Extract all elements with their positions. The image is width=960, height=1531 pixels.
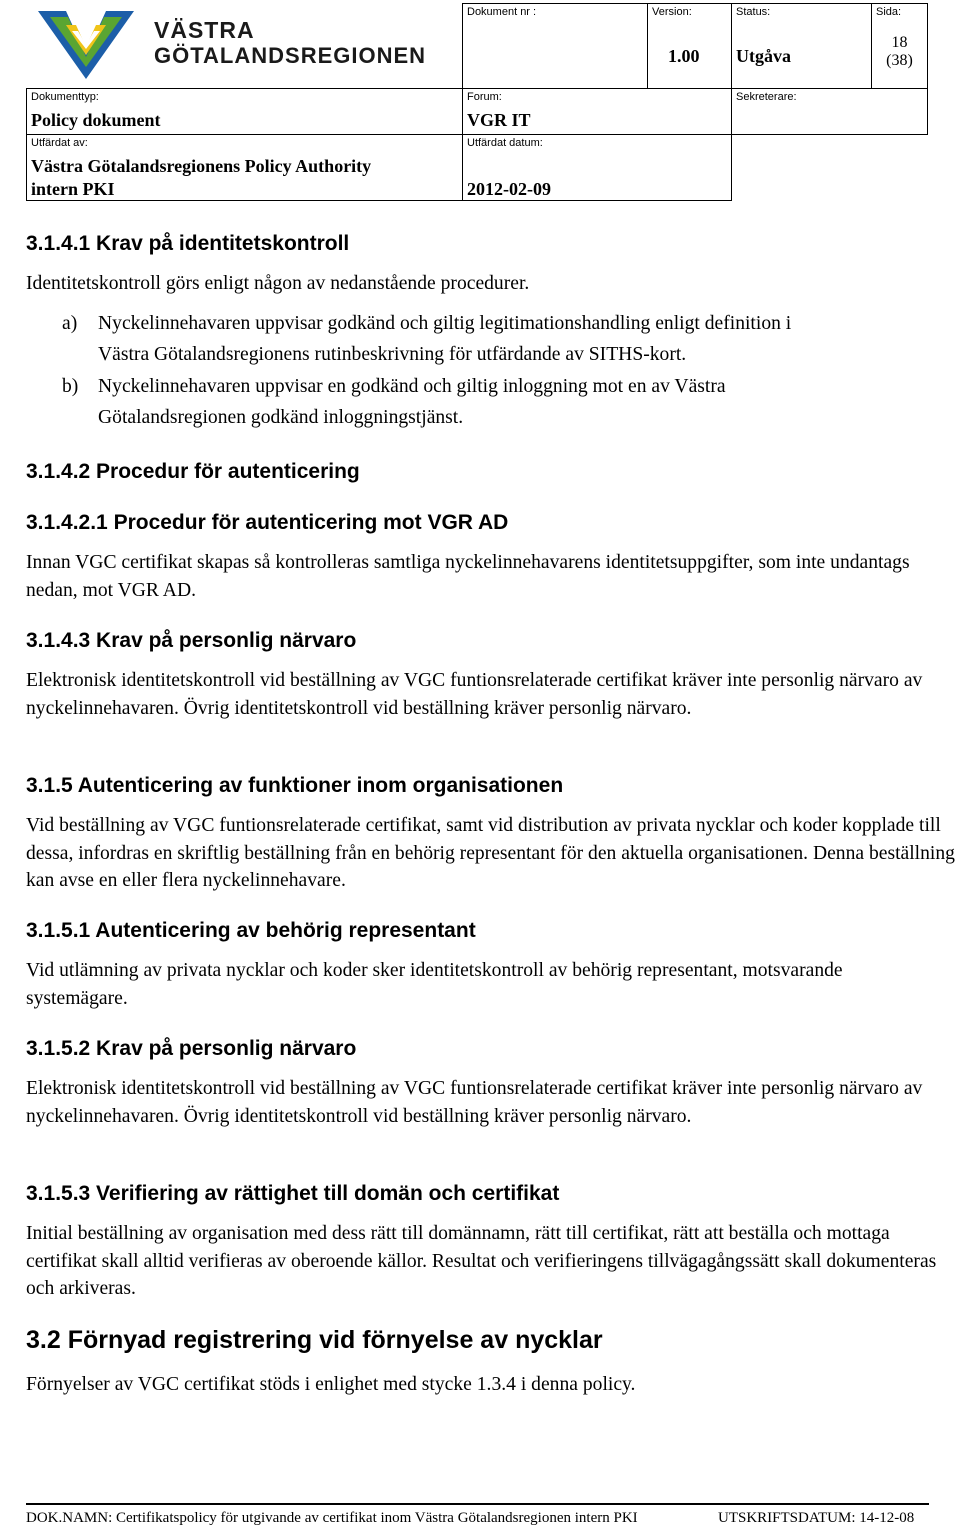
paragraph-3-1-5: Vid beställning av VGC funtionsrelaterade certifikat, samt vid distribution av privata nycklar och koder kopplade till dessa, infordras en skriftlig beställning från en behörig representant för den aktuella organisationen. Denna beställning kan avse en eller flera nyckelinnehavare. — [26, 815, 955, 891]
version-label: Version: — [652, 6, 692, 18]
footer-docname: DOK.NAMN: Certifikatspolicy för utgivande av certifikat inom Västra Götalandsregionen intern PKI — [26, 1510, 638, 1526]
heading-3-1-5-3: 3.1.5.3 Verifiering av rättighet till domän och certifikat — [26, 1182, 560, 1205]
issued-by-label: Utfärdat av: — [31, 137, 88, 149]
vgr-emblem-icon — [36, 7, 136, 81]
issued-date-label: Utfärdat datum: — [467, 137, 543, 149]
heading-3-2: 3.2 Förnyad registrering vid förnyelse av nycklar — [26, 1326, 603, 1354]
secretary-label: Sekreterare: — [736, 91, 797, 103]
forum-label: Forum: — [467, 91, 502, 103]
heading-3-1-5-1: 3.1.5.1 Autenticering av behörig representant — [26, 919, 476, 942]
doc-nr-label: Dokument nr : — [467, 6, 537, 18]
issued-by-cell — [26, 134, 463, 201]
doctype-cell — [26, 88, 463, 135]
list-marker: b) — [62, 376, 79, 397]
paragraph-3-1-5-3: Initial beställning av organisation med dess rätt till domännamn, rätt till certifikat, rätt att beställa och mottaga certifikat skall alltid verifieras av oberoende källor. Resultat och verifieringens tillvägagångssätt skall dokumenteras och arkiveras. — [26, 1223, 937, 1299]
paragraph-3-1-4-3: Elektronisk identitetskontroll vid beställning av VGC funtionsrelaterade certifikat kräver inte personlig närvaro av nyckelinnehavaren. Övrig identitetskontroll vid beställning kräver personlig närvaro. — [26, 670, 923, 719]
list-item-line: Västra Götalandsregionens rutinbeskrivning för utfärdande av SITHS-kort. — [98, 344, 687, 365]
secretary-cell — [731, 88, 928, 135]
page-value: 18 — [891, 34, 908, 51]
issued-date-value: 2012-02-09 — [467, 179, 551, 199]
version-value: 1.00 — [668, 46, 700, 66]
version-cell — [647, 3, 732, 89]
logo-line-2: GÖTALANDSREGIONEN — [154, 43, 427, 68]
forum-cell — [462, 88, 732, 135]
list-item — [62, 371, 952, 433]
footer-printdate: UTSKRIFTSDATUM: 14-12-08 — [718, 1510, 915, 1526]
doctype-label: Dokumenttyp: — [31, 91, 99, 103]
page-label: Sida: — [876, 6, 902, 18]
paragraph-3-1-5-2: Elektronisk identitetskontroll vid beställning av VGC funtionsrelaterade certifikat kräver inte personlig närvaro av nyckelinnehavaren. Övrig identitetskontroll vid beställning kräver personlig närvaro. — [26, 1078, 923, 1127]
document-header — [26, 3, 928, 201]
doctype-value: Policy dokument — [31, 110, 161, 130]
vgr-logo — [36, 7, 427, 81]
issued-date-cell — [462, 134, 732, 201]
issued-by-line-2: intern PKI — [31, 179, 115, 199]
doc-nr-cell — [462, 3, 648, 89]
forum-value: VGR IT — [467, 110, 531, 130]
status-value: Utgåva — [736, 46, 791, 66]
page-cell — [871, 3, 928, 89]
status-label: Status: — [736, 6, 771, 18]
heading-3-1-4-3: 3.1.4.3 Krav på personlig närvaro — [26, 629, 357, 652]
paragraph-3-1-4-2-1: Innan VGC certifikat skapas så kontrolleras samtliga nyckelinnehavarens identitetsuppgifter, som inte undantags nedan, mot VGR AD. — [26, 552, 910, 601]
heading-3-1-5: 3.1.5 Autenticering av funktioner inom organisationen — [26, 774, 564, 797]
list-item-line: Nyckelinnehavaren uppvisar en godkänd och giltig inloggning mot en av Västra — [98, 376, 726, 397]
paragraph-3-2: Förnyelser av VGC certifikat stöds i enlighet med stycke 1.3.4 i denna policy. — [26, 1374, 636, 1395]
issued-by-line-1: Västra Götalandsregionens Policy Authority — [31, 156, 372, 176]
status-cell — [731, 3, 872, 89]
footer-rule — [26, 1503, 929, 1505]
list-item — [62, 308, 952, 370]
page-total: (38) — [886, 52, 913, 69]
heading-3-1-4-1: 3.1.4.1 Krav på identitetskontroll — [26, 232, 350, 255]
logo-line-1: VÄSTRA — [154, 17, 255, 43]
heading-3-1-4-2: 3.1.4.2 Procedur för autenticering — [26, 460, 360, 483]
list-item-line: Götalandsregionen godkänd inloggningstjänst. — [98, 407, 464, 428]
heading-3-1-4-2-1: 3.1.4.2.1 Procedur för autenticering mot VGR AD — [26, 511, 509, 534]
list-item-line: Nyckelinnehavaren uppvisar godkänd och giltig legitimationshandling enligt definition i — [98, 313, 792, 334]
paragraph-3-1-5-1: Vid utlämning av privata nycklar och koder sker identitetskontroll av behörig representant, motsvarande systemägare. — [26, 960, 843, 1009]
list-marker: a) — [62, 313, 78, 334]
paragraph-3-1-4-1: Identitetskontroll görs enligt någon av nedanstående procedurer. — [26, 273, 530, 294]
heading-3-1-5-2: 3.1.5.2 Krav på personlig närvaro — [26, 1037, 357, 1060]
